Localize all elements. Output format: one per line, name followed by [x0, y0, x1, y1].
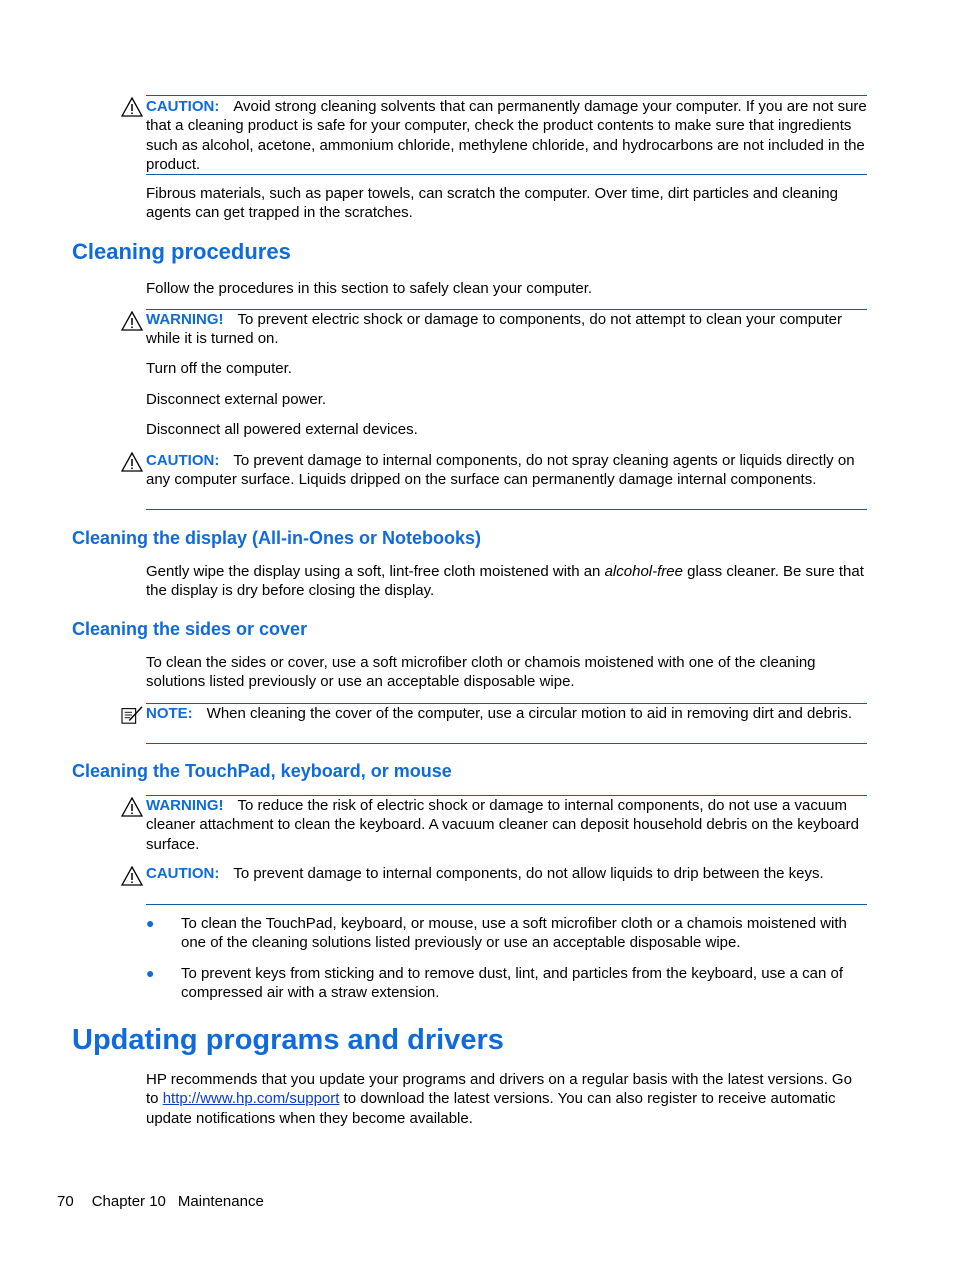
step-text: Disconnect external power.	[146, 391, 327, 408]
chapter-label: Chapter 10	[91, 1193, 166, 1210]
list-item-text: To clean the TouchPad, keyboard, or mouse, use a soft microfiber cloth or a chamois moistened with one of the cleaning solutions listed previously or use an acceptable disposable wipe.	[181, 915, 847, 952]
note-box	[146, 703, 867, 744]
bullet-icon: ●	[146, 965, 155, 981]
caution-label: CAUTION:	[146, 865, 220, 882]
step-text: Disconnect all powered external devices.	[146, 421, 418, 438]
caution-box	[146, 864, 867, 905]
caution-text: To prevent damage to internal components, do not spray cleaning agents or liquids directly on any computer surface. Liquids dripped on the surface can permanently damage internal components.	[146, 452, 855, 489]
warning-label: WARNING!	[146, 797, 224, 814]
paragraph	[146, 1070, 868, 1128]
caution-text: Avoid strong cleaning solvents that can permanently damage your computer. If you are not sure that a cleaning product is safe for your computer, check the product contents to make sure that ingredients such as alcohol, acetone, ammonium chloride, methylene chloride, and hydrocarbons are not included in the product.	[146, 98, 867, 174]
list-item	[146, 914, 868, 953]
paragraph	[146, 562, 868, 601]
text-run: glass cleaner. Be sure that the display is dry before closing the display.	[146, 563, 864, 600]
chapter-section-heading: Updating programs and drivers	[72, 1024, 504, 1056]
step-text: Turn off the computer.	[146, 360, 292, 377]
subsection-heading: Cleaning the display (All-in-Ones or Notebooks)	[72, 528, 482, 548]
bullet-icon: ●	[146, 915, 155, 931]
list-item	[146, 964, 868, 1003]
warning-text: To reduce the risk of electric shock or damage to internal components, do not use a vacuum cleaner attachment to clean the keyboard. A vacuum cleaner can deposit household debris on the keyboard surface.	[146, 797, 859, 853]
caution-label: CAUTION:	[146, 452, 220, 469]
note-icon	[119, 705, 145, 725]
caution-icon	[121, 866, 143, 886]
caution-box	[146, 451, 867, 510]
note-label: NOTE:	[146, 705, 193, 722]
caution-label: CAUTION:	[146, 98, 220, 115]
caution-text: To prevent damage to internal components, do not allow liquids to drip between the keys.	[233, 865, 824, 882]
text-run: to download the latest versions. You can also register to receive automatic update notifications when they become available.	[146, 1090, 836, 1127]
text-run: Gently wipe the display using a soft, lint-free cloth moistened with an	[146, 563, 605, 580]
text-run: HP recommends that you update your programs and drivers on a regular basis with the latest versions. Go to	[146, 1071, 852, 1108]
caution-icon	[121, 97, 143, 117]
chapter-title: Maintenance	[177, 1193, 264, 1210]
caution-box	[146, 95, 867, 175]
page-number: 70	[57, 1193, 74, 1210]
list-item-text: To prevent keys from sticking and to remove dust, lint, and particles from the keyboard, use a can of compressed air with a straw extension.	[181, 965, 843, 1002]
paragraph: Follow the procedures in this section to safely clean your computer.	[146, 280, 593, 297]
warning-text: To prevent electric shock or damage to components, do not attempt to clean your computer while it is turned on.	[146, 311, 842, 348]
subsection-heading: Cleaning the sides or cover	[72, 619, 308, 639]
warning-box	[146, 309, 867, 349]
note-text: When cleaning the cover of the computer, use a circular motion to aid in removing dirt and debris.	[206, 705, 853, 722]
subsection-heading: Cleaning the TouchPad, keyboard, or mouse	[72, 761, 452, 781]
caution-icon	[121, 452, 143, 472]
warning-icon	[121, 311, 143, 331]
page-footer	[57, 1192, 264, 1211]
section-heading: Cleaning procedures	[72, 239, 291, 264]
hp-support-link[interactable]: http://www.hp.com/support	[162, 1090, 340, 1108]
warning-box	[146, 795, 867, 854]
italic-text: alcohol-free	[604, 563, 683, 580]
paragraph: Fibrous materials, such as paper towels, can scratch the computer. Over time, dirt particles and cleaning agents can get trapped in the scratches.	[146, 185, 838, 222]
warning-label: WARNING!	[146, 311, 224, 328]
warning-icon	[121, 797, 143, 817]
paragraph: To clean the sides or cover, use a soft microfiber cloth or chamois moistened with one of the cleaning solutions listed previously or use an acceptable disposable wipe.	[146, 654, 816, 691]
